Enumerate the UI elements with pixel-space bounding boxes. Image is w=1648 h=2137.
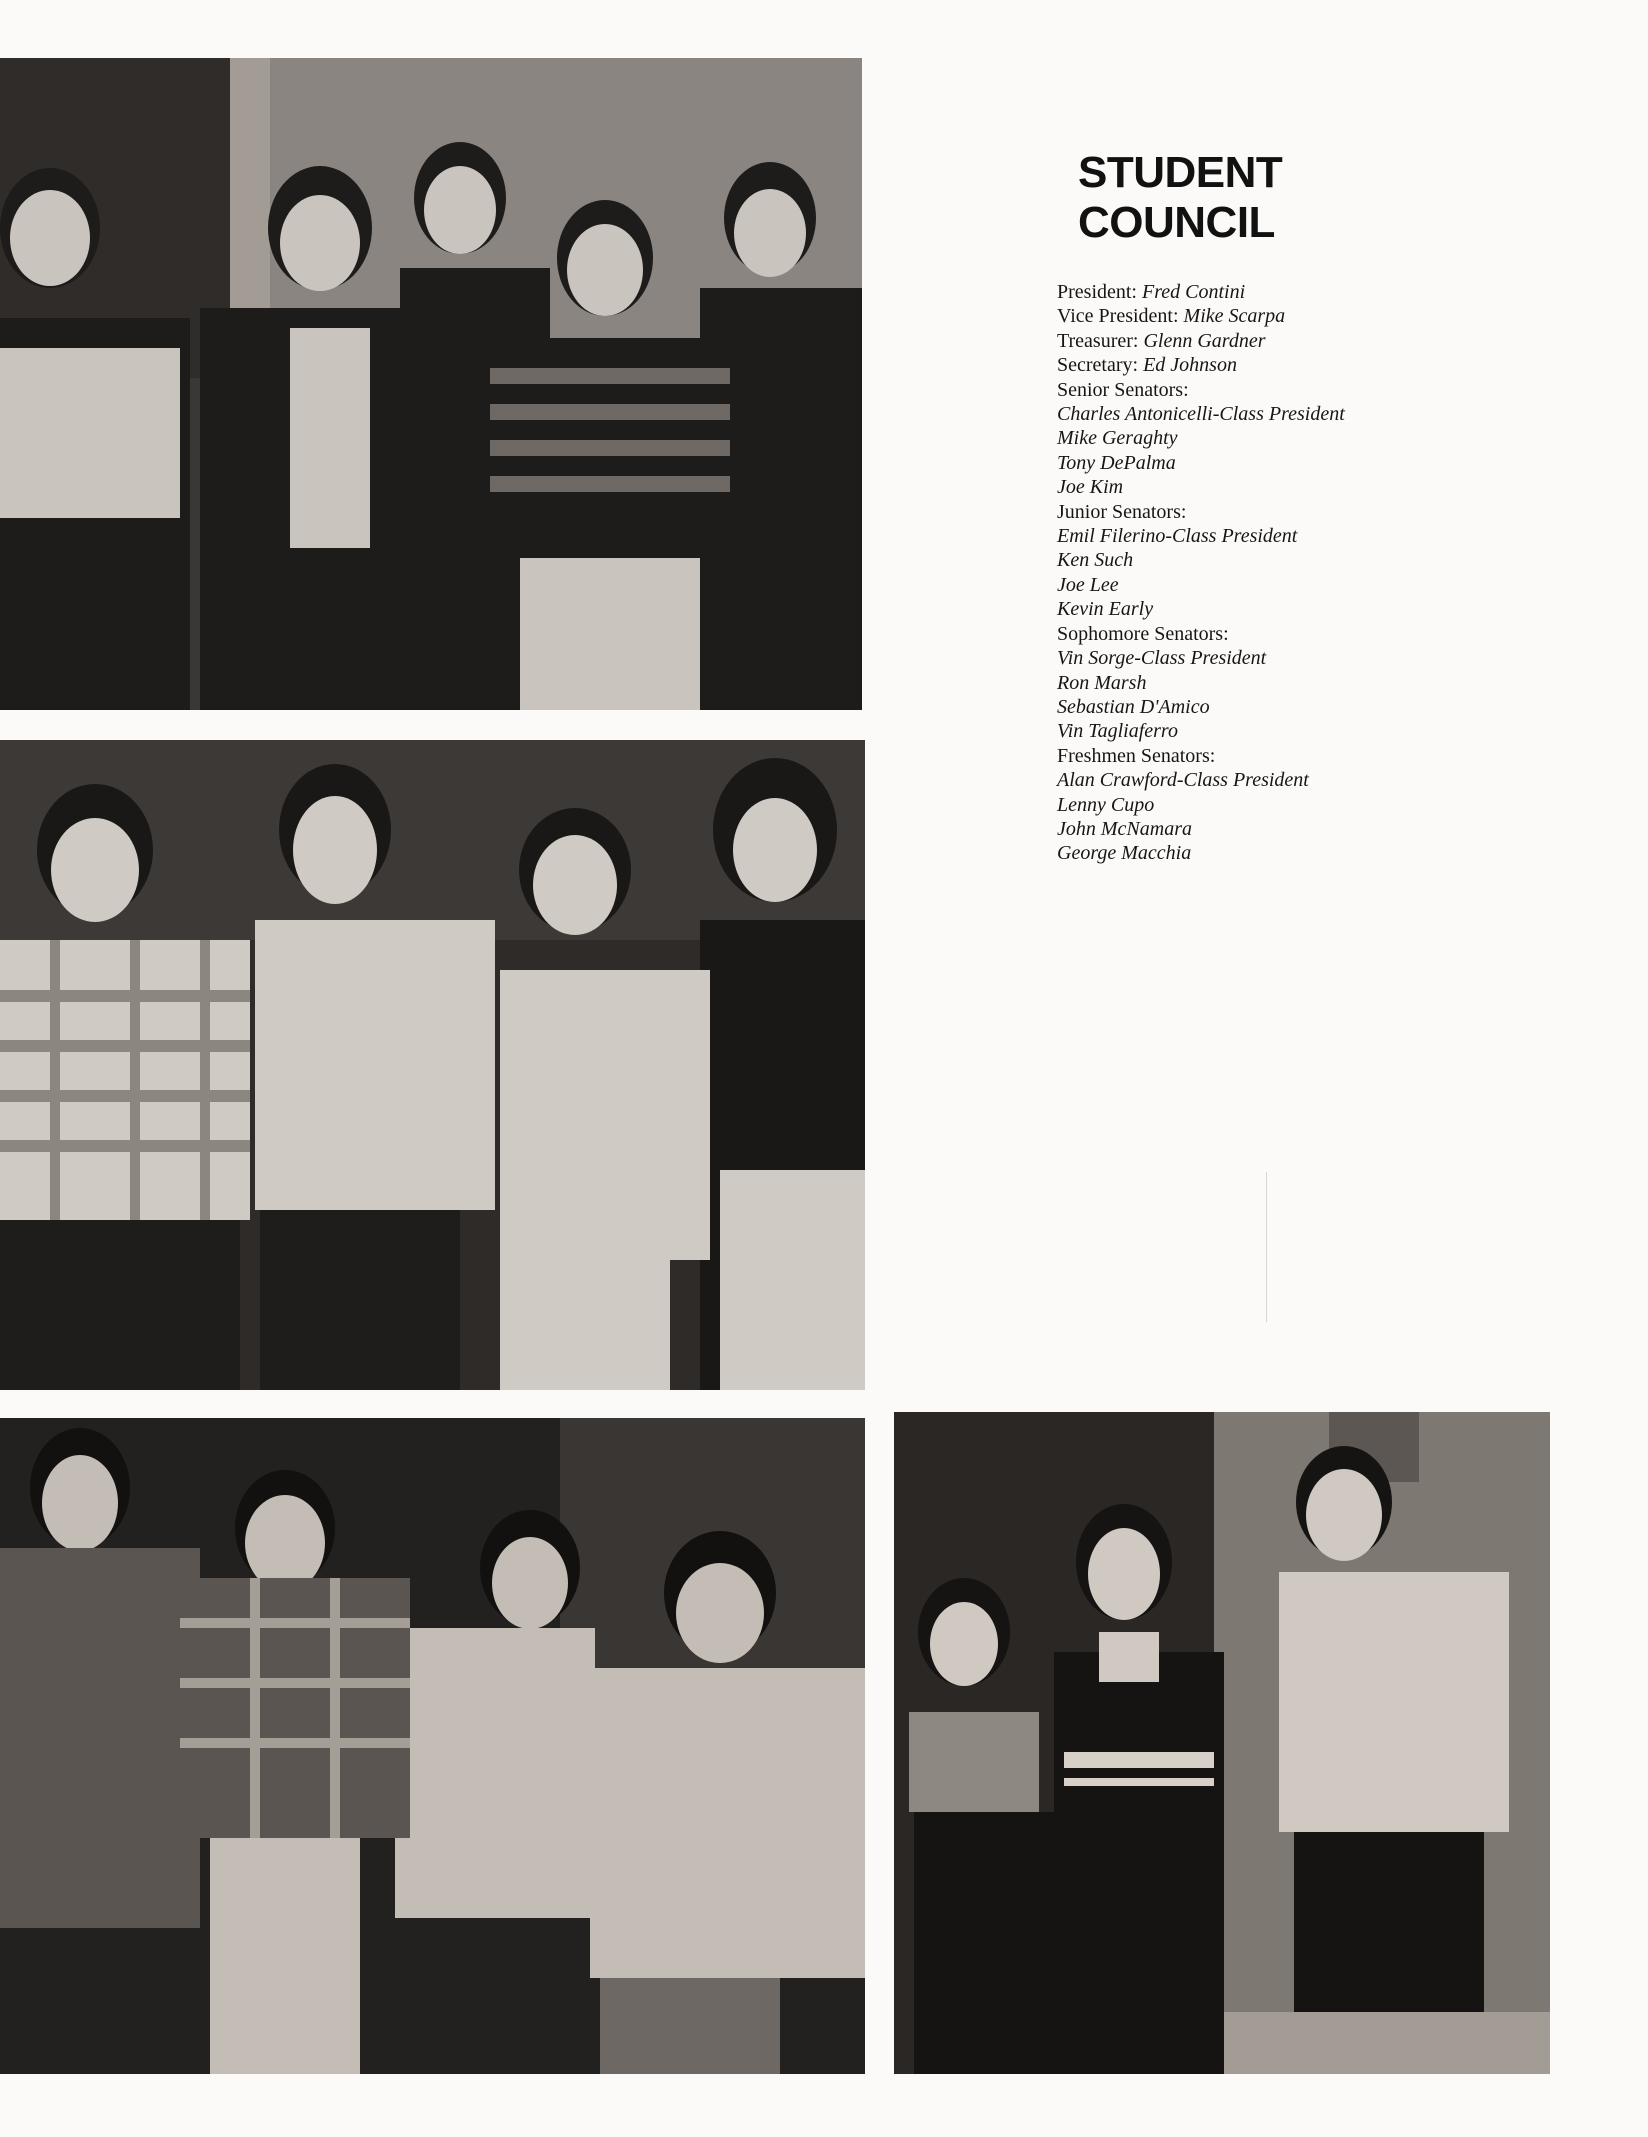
role-label: Vice President: bbox=[1057, 305, 1179, 328]
role-label: Secretary: bbox=[1057, 354, 1139, 377]
senators-group-photo-2 bbox=[0, 1418, 865, 2074]
senator-name: George Macchia bbox=[1057, 842, 1192, 865]
senator-name: Kevin Early bbox=[1057, 598, 1154, 621]
senator-name: Tony DePalma bbox=[1057, 451, 1176, 474]
senator-name: Lenny Cupo bbox=[1057, 793, 1155, 816]
senator-name: Alan Crawford-Class President bbox=[1057, 769, 1309, 792]
officer-name: Mike Scarpa bbox=[1183, 305, 1286, 328]
council-roster bbox=[1057, 280, 1577, 866]
senator-name: Mike Geraghty bbox=[1057, 427, 1178, 450]
officer-treasurer bbox=[1057, 329, 1577, 353]
officer-secretary bbox=[1057, 353, 1577, 377]
senators-group-photo-1 bbox=[0, 740, 865, 1390]
officers-group-photo bbox=[0, 58, 862, 710]
senator-name: Emil Filerino-Class President bbox=[1057, 525, 1298, 548]
freshmen-photo-image bbox=[894, 1412, 1550, 2074]
officer-name: Glenn Gardner bbox=[1143, 329, 1266, 352]
freshmen-group-photo bbox=[894, 1412, 1550, 2074]
senator-name: Charles Antonicelli-Class President bbox=[1057, 403, 1345, 426]
senator-name: Joe Lee bbox=[1057, 573, 1119, 596]
title-line-1: STUDENT bbox=[1078, 148, 1283, 197]
officer-name: Fred Contini bbox=[1142, 281, 1246, 303]
officer-name: Ed Johnson bbox=[1143, 354, 1237, 377]
senior-senators-heading: Senior Senators: bbox=[1057, 378, 1189, 401]
officers-photo-image bbox=[0, 58, 862, 710]
faint-rule bbox=[1266, 1172, 1267, 1322]
junior-senators-heading: Junior Senators: bbox=[1057, 500, 1187, 523]
senator-name: Vin Sorge-Class President bbox=[1057, 647, 1267, 670]
title-line-2: COUNCIL bbox=[1078, 198, 1275, 247]
senator-name: Ron Marsh bbox=[1057, 671, 1147, 694]
senator-name: Ken Such bbox=[1057, 549, 1134, 572]
page-title bbox=[1078, 148, 1282, 248]
freshmen-senators-heading: Freshmen Senators: bbox=[1057, 744, 1216, 767]
sophomore-senators-heading: Sophomore Senators: bbox=[1057, 622, 1229, 645]
officer-president bbox=[1057, 280, 1577, 304]
senator-name: John McNamara bbox=[1057, 817, 1192, 840]
role-label: Treasurer: bbox=[1057, 329, 1139, 352]
senators-photo-2-image bbox=[0, 1418, 865, 2074]
officer-vice-president bbox=[1057, 304, 1577, 328]
senator-name: Joe Kim bbox=[1057, 476, 1124, 499]
role-label: President: bbox=[1057, 281, 1137, 303]
senators-photo-1-image bbox=[0, 740, 865, 1390]
senator-name: Sebastian D'Amico bbox=[1057, 695, 1210, 718]
senator-name: Vin Tagliaferro bbox=[1057, 720, 1178, 743]
